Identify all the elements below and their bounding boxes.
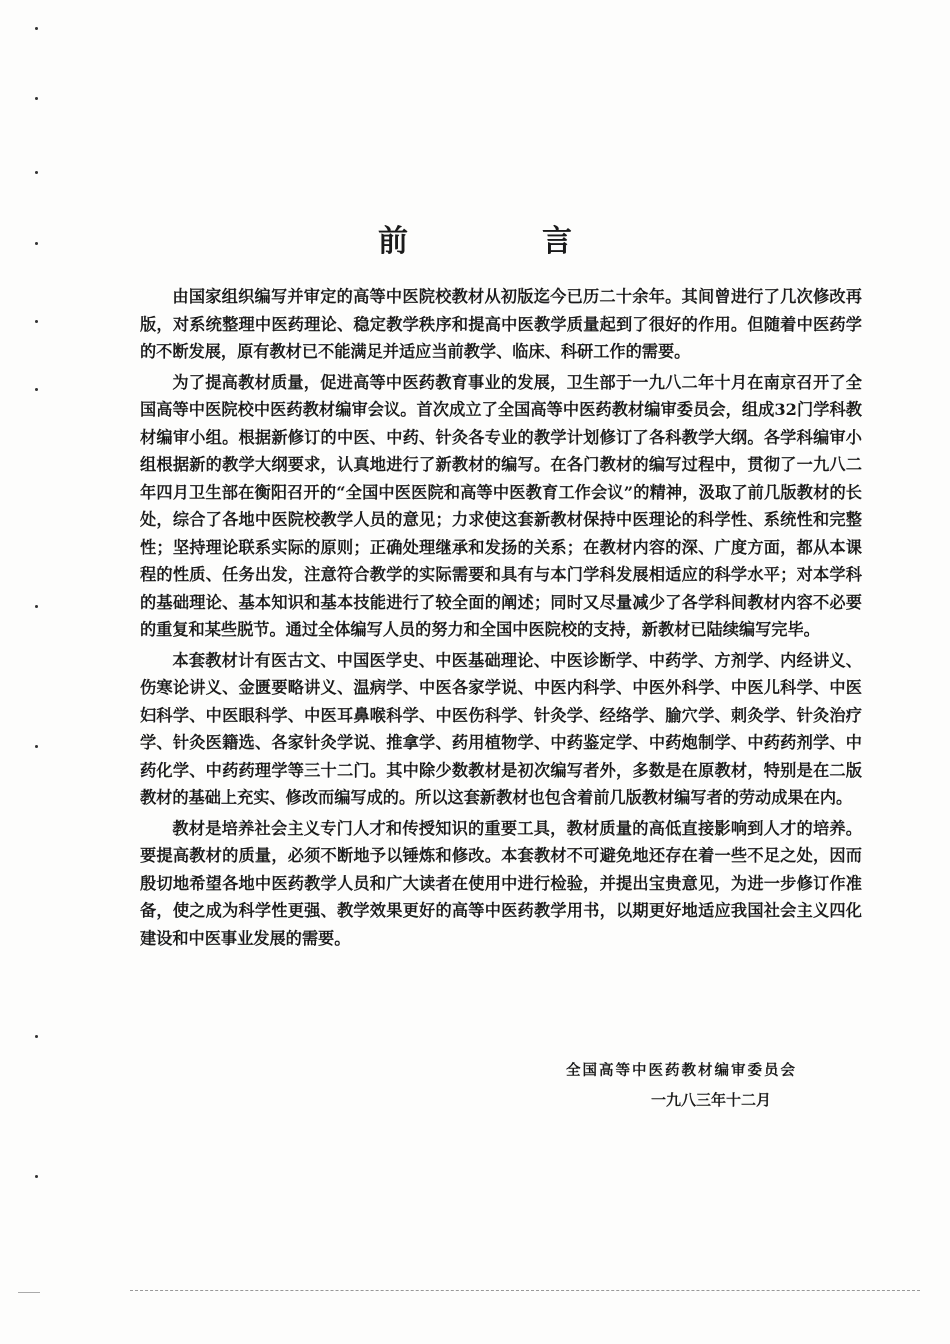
binding-mark: [35, 171, 38, 174]
paragraph: 教材是培养社会主义专门人才和传授知识的重要工具，教材质量的高低直接影响到人才的培养。要提高教材的质量，必须不断地予以锤炼和修改。本套教材不可避免地还存在着一些不足之处，因而殷切地希望各地中医药教学人员和广大读者在使用中进行检验，并提出宝贵意见，为进一步修订作准备，使之成为科学性更强、教学效果更好的高等中医药教学用书，以期更好地适应我国社会主义四化建设和中医事业发展的需要。: [140, 818, 862, 948]
preface-body: [140, 283, 862, 952]
signature: 全国高等中医药教材编审委员会: [566, 1062, 797, 1079]
binding-mark: [35, 388, 38, 391]
binding-mark: [35, 1175, 38, 1178]
binding-mark: [35, 605, 38, 608]
scan-edge-line: [18, 1292, 40, 1293]
binding-mark: [35, 27, 38, 30]
binding-mark: [35, 97, 38, 100]
page-title: 前 言: [378, 224, 624, 259]
binding-mark: [35, 320, 38, 323]
binding-mark: [35, 745, 38, 748]
paragraph: 为了提高教材质量，促进高等中医药教育事业的发展，卫生部于一九八二年十月在南京召开了全国高等中医院校中医药教材编审会议。首次成立了全国高等中医药教材编审委员会，组成32门学科教材编审小组。根据新修订的中医、中药、针灸各专业的教学计划修订了各科教学大纲。各学科编审小组根据新的教学大纲要求，认真地进行了新教材的编写。在各门教材的编写过程中，贯彻了一九八二年四月卫生部在衡阳召开的“全国中医医院和高等中医教育工作会议”的精神，汲取了前几版教材的长处，综合了各地中医院校教学人员的意见；力求使这套新教材保持中医理论的科学性、系统性和完整性；坚持理论联系实际的原则；正确处理继承和发扬的关系；在教材内容的深、广度方面，都从本课程的性质、任务出发，注意符合教学的实际需要和具有与本门学科发展相适应的科学水平；对本学科的基础理论、基本知识和基本技能进行了较全面的阐述；同时又尽量减少了各学科间教材内容不必要的重复和某些脱节。通过全体编写人员的努力和全国中医院校的支持，新教材已陆续编写完毕。: [140, 372, 862, 639]
paragraph: 由国家组织编写并审定的高等中医院校教材从初版迄今已历二十余年。其间曾进行了几次修改再版，对系统整理中医药理论、稳定教学秩序和提高中医教学质量起到了很好的作用。但随着中医药学的不断发展，原有教材已不能满足并适应当前教学、临床、科研工作的需要。: [140, 287, 862, 361]
binding-mark: [35, 1035, 38, 1038]
scan-edge-line: [130, 1290, 920, 1291]
date: 一九八三年十二月: [651, 1091, 772, 1109]
paragraph: 本套教材计有医古文、中国医学史、中医基础理论、中医诊断学、中药学、方剂学、内经讲义、伤寒论讲义、金匮要略讲义、温病学、中医各家学说、中医内科学、中医外科学、中医儿科学、中医妇科学、中医眼科学、中医耳鼻喉科学、中医伤科学、针灸学、经络学、腧穴学、刺灸学、针灸治疗学、针灸医籍选、各家针灸学说、推拿学、药用植物学、中药鉴定学、中药炮制学、中药药剂学、中药化学、中药药理学等三十二门。其中除少数教材是初次编写者外，多数是在原教材，特别是在二版教材的基础上充实、修改而编写成的。所以这套新教材也包含着前几版教材编写者的劳动成果在内。: [140, 650, 862, 807]
